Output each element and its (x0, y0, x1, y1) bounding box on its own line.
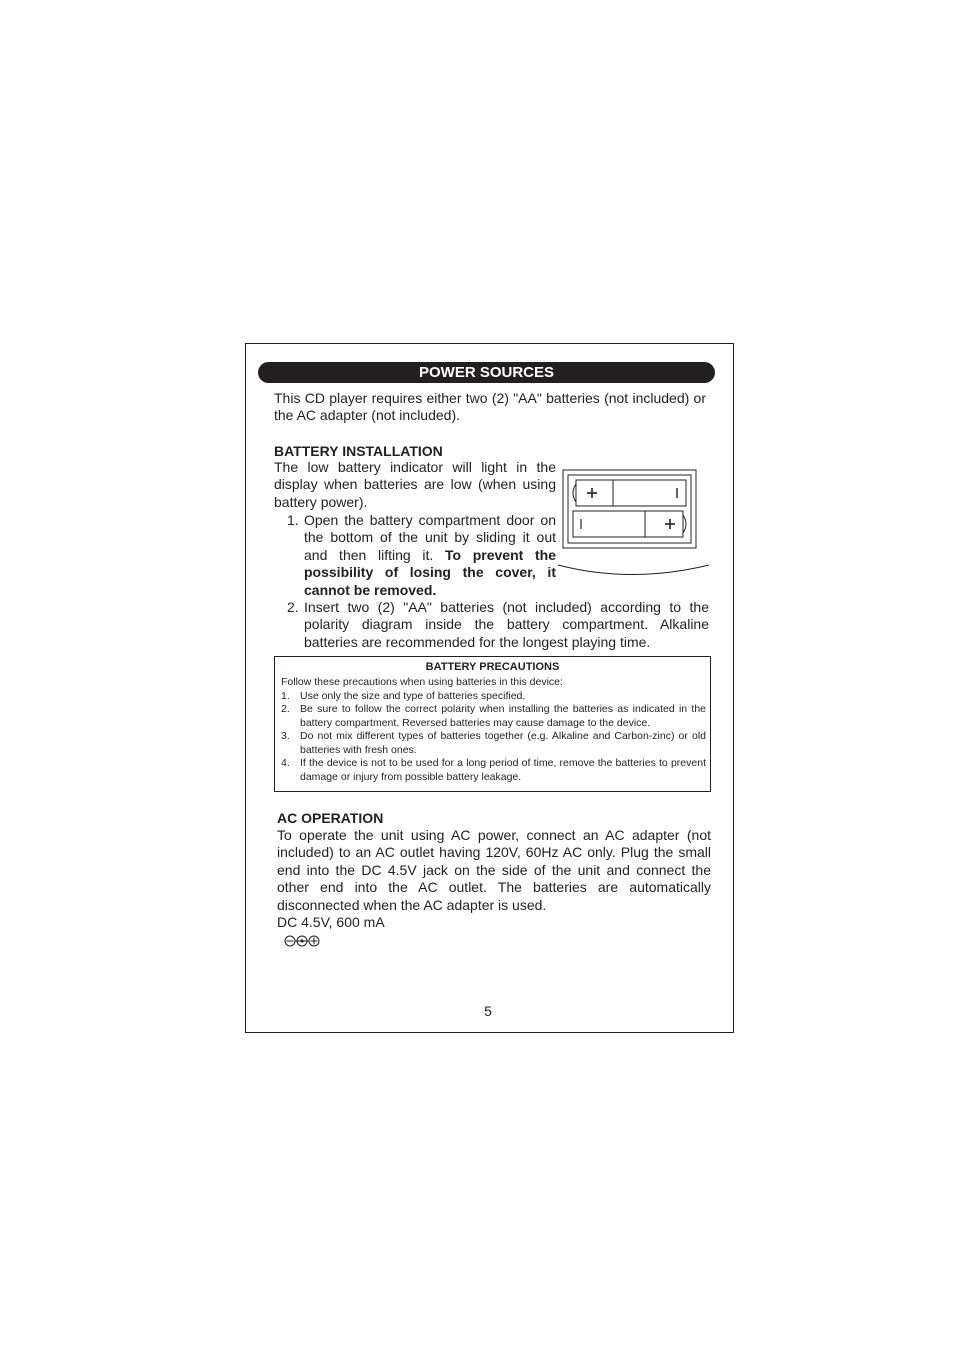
precaution-text: Be sure to follow the correct polarity when installing the batteries as indicated in the battery compartment. Reversed batteries may cause damage to the device. (300, 703, 706, 729)
precaution-text: If the device is not to be used for a long period of time, remove the batteries to prevent damage or injury from possible battery leakage. (300, 757, 706, 783)
precautions-title: BATTERY PRECAUTIONS (425, 661, 560, 673)
precaution-number: 2. (281, 703, 290, 715)
step-2-text: Insert two (2) "AA" batteries (not included) according to the polarity diagram inside the battery compartment. Alkaline batteries are recommended for the longest playing time. (304, 599, 709, 650)
precaution-item (281, 703, 706, 730)
precautions-intro: Follow these precautions when using batteries in this device: (281, 676, 563, 688)
precaution-item (281, 730, 706, 757)
precaution-text: Use only the size and type of batteries specified. (300, 690, 526, 702)
battery-installation-heading: BATTERY INSTALLATION (274, 443, 443, 459)
battery-bottom-icon (573, 511, 686, 537)
precaution-text: Do not mix different types of batteries together (e.g. Alkaline and Carbon-zinc) or old batteries with fresh ones. (300, 730, 706, 756)
page-number: 5 (484, 1003, 492, 1019)
precaution-number: 4. (281, 757, 290, 769)
low-battery-paragraph: The low battery indicator will light in the display when batteries are low (when using battery power). (274, 459, 556, 510)
precaution-item (281, 690, 706, 704)
dc-spec: DC 4.5V, 600 mA (277, 914, 385, 930)
step-1-number: 1. (287, 512, 299, 528)
precaution-number: 3. (281, 730, 290, 742)
step-1-instruction: Open the battery compartment door on the bottom of the unit by sliding it out and then lifting it. (304, 512, 556, 563)
precaution-item (281, 757, 706, 784)
step-2-number: 2. (287, 599, 299, 615)
step-1-warning: To prevent the possibility of losing the cover, it cannot be removed. (304, 546, 556, 598)
intro-paragraph: This CD player requires either two (2) "AA" batteries (not included) or the AC adapter (not included). (274, 390, 706, 424)
battery-compartment-diagram (556, 466, 716, 578)
battery-top-icon (573, 480, 686, 506)
ac-operation-paragraph: To operate the unit using AC power, connect an AC adapter (not included) to an AC outlet having 120V, 60Hz AC only. Plug the small end into the DC 4.5V jack on the side of the unit and connect the other end into the AC outlet. The batteries are automatically disconnected when the AC adapter is used. (277, 827, 711, 913)
step-1-text (304, 512, 556, 599)
section-title: POWER SOURCES (258, 362, 715, 383)
precaution-number: 1. (281, 690, 290, 702)
battery-precautions-box (274, 656, 711, 792)
center-positive-polarity-icon (284, 934, 324, 948)
ac-operation-heading: AC OPERATION (277, 810, 384, 826)
